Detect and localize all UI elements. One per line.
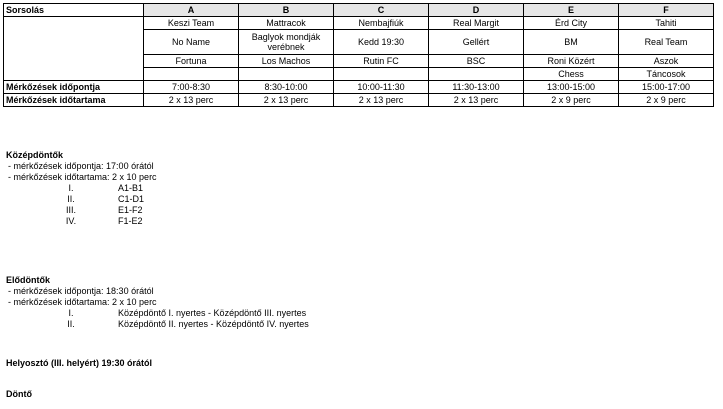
team-cell: Kedd 19:30 [334, 30, 429, 55]
team-cell: Los Machos [239, 55, 334, 68]
group-letter: D [429, 4, 524, 17]
pairing-row [6, 319, 309, 330]
pairing-row [6, 194, 157, 205]
team-cell [334, 68, 429, 81]
team-cell [239, 68, 334, 81]
quarterfinals-section [6, 150, 157, 227]
group-letter: E [524, 4, 619, 17]
team-cell: Fortuna [144, 55, 239, 68]
pairing-text: Középdöntő II. nyertes - Középdöntő IV. nyertes [118, 319, 309, 329]
match-time-cell: 7:00-8:30 [144, 81, 239, 94]
match-time-cell: 10:00-11:30 [334, 81, 429, 94]
semifinals-section [6, 275, 309, 330]
match-duration-cell: 2 x 13 perc [144, 94, 239, 107]
team-cell: Keszi Team [144, 17, 239, 30]
quarterfinals-title: Középdöntők [6, 150, 63, 160]
semifinals-pairs [6, 308, 309, 330]
team-row-3 [4, 55, 714, 68]
group-letter: B [239, 4, 334, 17]
team-cell: BSC [429, 55, 524, 68]
match-time-cell: 8:30-10:00 [239, 81, 334, 94]
team-row-2 [4, 30, 714, 55]
final-section [6, 389, 32, 400]
team-cell: Tahiti [619, 17, 714, 30]
team-row-4 [4, 68, 714, 81]
match-time-row [4, 81, 714, 94]
match-time-cell: 13:00-15:00 [524, 81, 619, 94]
team-cell: Mattracok [239, 17, 334, 30]
blank-cell [4, 55, 144, 68]
match-duration-cell: 2 x 9 perc [619, 94, 714, 107]
pairing-number: III. [65, 205, 76, 215]
match-time-cell: 11:30-13:00 [429, 81, 524, 94]
team-cell: Táncosok [619, 68, 714, 81]
pairing-text: A1-B1 [118, 183, 144, 193]
group-letter: A [144, 4, 239, 17]
quarterfinals-time: - mérkőzések időpontja: 17:00 órától [8, 161, 154, 171]
pairing-number: I. [68, 308, 74, 318]
match-duration-row [4, 94, 714, 107]
blank-cell [4, 17, 144, 30]
team-cell [144, 68, 239, 81]
team-cell: Rutin FC [334, 55, 429, 68]
group-letter: C [334, 4, 429, 17]
semifinals-title: Elődöntők [6, 275, 50, 285]
match-duration-cell: 2 x 13 perc [429, 94, 524, 107]
pairing-number: II. [67, 319, 75, 329]
pairing-number: II. [67, 194, 75, 204]
pairing-row [6, 205, 157, 216]
pairing-text: F1-E2 [118, 216, 143, 226]
draw-heading: Sorsolás [4, 4, 144, 17]
final-title: Döntő [6, 389, 32, 399]
pairing-row [6, 308, 309, 319]
draw-table [3, 3, 714, 107]
match-duration-cell: 2 x 9 perc [524, 94, 619, 107]
team-cell: Érd City [524, 17, 619, 30]
match-duration-cell: 2 x 13 perc [334, 94, 429, 107]
semifinals-duration: - mérkőzések időtartama: 2 x 10 perc [8, 297, 157, 307]
pairing-text: C1-D1 [118, 194, 145, 204]
pairing-row [6, 216, 157, 227]
blank-cell [4, 68, 144, 81]
group-letter: F [619, 4, 714, 17]
pairing-number: I. [68, 183, 74, 193]
match-time-label: Mérkőzések időpontja [4, 81, 144, 94]
team-cell: No Name [144, 30, 239, 55]
third-place-title: Helyosztó (III. helyért) 19:30 órától [6, 358, 153, 368]
team-cell: Baglyok mondják verébnek [239, 30, 334, 55]
blank-cell [4, 30, 144, 55]
team-cell: BM [524, 30, 619, 55]
team-cell: Real Margit [429, 17, 524, 30]
team-cell: Nembajfiúk [334, 17, 429, 30]
pairing-text: Középdöntő I. nyertes - Középdöntő III. nyertes [118, 308, 307, 318]
quarterfinals-pairs [6, 183, 157, 227]
team-row-1 [4, 17, 714, 30]
team-cell: Real Team [619, 30, 714, 55]
team-cell: Chess [524, 68, 619, 81]
team-cell: Roni Közért [524, 55, 619, 68]
pairing-row [6, 183, 157, 194]
semifinals-time: - mérkőzések időpontja: 18:30 órától [8, 286, 154, 296]
pairing-text: E1-F2 [118, 205, 143, 215]
team-cell: Aszok [619, 55, 714, 68]
third-place-section [6, 358, 152, 369]
match-duration-label: Mérkőzések időtartama [4, 94, 144, 107]
team-cell: Gellért [429, 30, 524, 55]
match-time-cell: 15:00-17:00 [619, 81, 714, 94]
match-duration-cell: 2 x 13 perc [239, 94, 334, 107]
quarterfinals-duration: - mérkőzések időtartama: 2 x 10 perc [8, 172, 157, 182]
pairing-number: IV. [65, 216, 77, 226]
group-letters-row [4, 4, 714, 17]
team-cell [429, 68, 524, 81]
